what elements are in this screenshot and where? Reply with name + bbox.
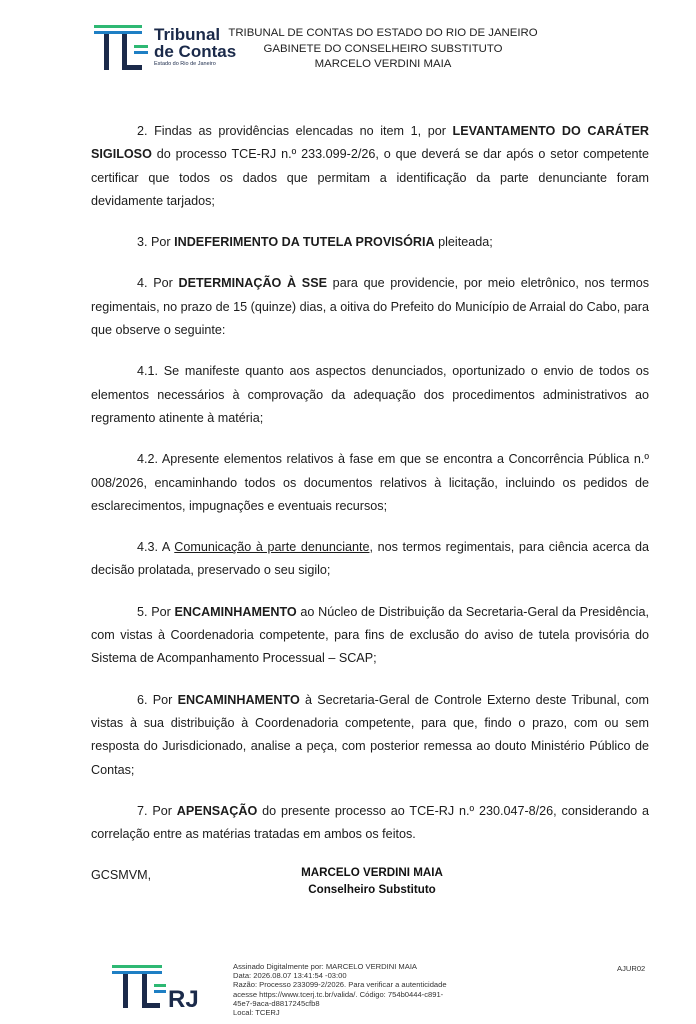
paragraph-item-7: 7. Por APENSAÇÃO do presente processo ao TCE-RJ n.º 230.047-8/26, considerando a correlação entre as matérias tratadas em ambos os feitos. [91,803,649,842]
document-header [0,0,696,90]
paragraph-item-3: 3. Por INDEFERIMENTO DA TUTELA PROVISÓRIA pleiteada; [137,235,493,250]
document-body [91,120,649,906]
signature-signed-by: Assinado Digitalmente por: MARCELO VERDINI MAIA [233,962,418,971]
signature-reason: Razão: Processo 233099-2/2026. Para verificar a autenticidade [233,980,447,990]
logo-subtitle: Estado do Rio de Janeiro [154,61,216,67]
tce-logo-mark-icon [94,23,154,73]
signature-location: Local: TCERJ [233,1008,280,1018]
signature-code: 45e7-9aca-d8817245cfb8 [233,998,320,1008]
paragraph-item-2: 2. Findas as providências elencadas no item 1, por LEVANTAMENTO DO CARÁTER SIGILOSO do processo TCE-RJ n.º 233.099-2/26, o que deverá se dar após o setor competente certificar que todos os dados que permitam a identificação da parte denunciante foram devidamente tarjados; [91,124,649,208]
svg-text:RJ: RJ [168,986,199,1012]
bold-term: ENCAMINHAMENTO [174,604,297,619]
header-line-3: MARCELO VERDINI MAIA [314,58,452,70]
tcerj-logo-icon [110,962,220,1012]
signature-block [252,864,492,898]
logo-title-line2: de Contas [154,42,237,61]
underlined-term: Comunicação à parte denunciante [174,540,370,555]
document-code: AJUR02 [617,964,646,973]
footer-logo [110,962,220,1012]
paragraph-item-5: 5. Por ENCAMINHAMENTO ao Núcleo de Distribuição da Secretaria-Geral da Presidência, com vistas à Coordenadoria competente, para fins de exclusão do aviso de tutela provisória do Sistema de Acompanhamento Processual – SCAP; [91,604,649,666]
signature-verify-url: acesse https://www.tcerj.tc.br/valida/. Código: 754b0444-c891- [233,989,444,999]
paragraph-item-6: 6. Por ENCAMINHAMENTO à Secretaria-Geral de Controle Externo deste Tribunal, com vistas à sua distribuição à Coordenadoria competente, para que, findo o prazo, com ou sem resposta do Jurisdicionado, analise a peça, com posterior remessa ao douto Ministério Público de Contas; [91,692,649,777]
bold-term: INDEFERIMENTO DA TUTELA PROVISÓRIA [174,235,435,250]
paragraph-item-4: 4. Por DETERMINAÇÃO À SSE para que providencie, por meio eletrônico, nos termos regimentais, no prazo de 15 (quinze) dias, a oitiva do Prefeito do Município de Arraial do Cabo, para que observe o seguinte: [91,276,650,338]
header-line-1: TRIBUNAL DE CONTAS DO ESTADO DO RIO DE JANEIRO [228,27,538,39]
paragraph-item-4-3: 4.3. A Comunicação à parte denunciante, nos termos regimentais, para ciência acerca da decisão prolatada, preservado o seu sigilo; [91,540,649,578]
paragraph-item-4-2: 4.2. Apresente elementos relativos à fase em que se encontra a Concorrência Pública n.º 008/2026, encaminhando todos os documentos relativos à licitação, incluindo os pedidos de esclarecimentos, impugnações e eventuais recursos; [91,452,649,513]
bold-term: ENCAMINHAMENTO [177,692,300,707]
header-text [228,26,538,73]
paragraph-item-4-1: 4.1. Se manifeste quanto aos aspectos denunciados, oportunizado o envio de todos os elementos necessários à comprovação da adequação dos procedimentos administrativos ao regramento atinente à matéria; [91,364,649,425]
digital-signature-info [233,962,533,1017]
header-line-2: GABINETE DO CONSELHEIRO SUBSTITUTO [263,42,503,55]
bold-term: LEVANTAMENTO DO CARÁTER SIGILOSO [91,124,649,162]
signer-name: MARCELO VERDINI MAIA [301,866,443,879]
signature-date: Data: 2026.08.07 13:41:54 -03:00 [233,971,347,981]
signer-role: Conselheiro Substituto [308,883,436,896]
logo-title-line1: Tribunal [154,25,221,44]
closing-code: GCSMVM, [91,868,152,883]
bold-term: DETERMINAÇÃO À SSE [178,276,327,291]
bold-term: APENSAÇÃO [176,803,258,818]
